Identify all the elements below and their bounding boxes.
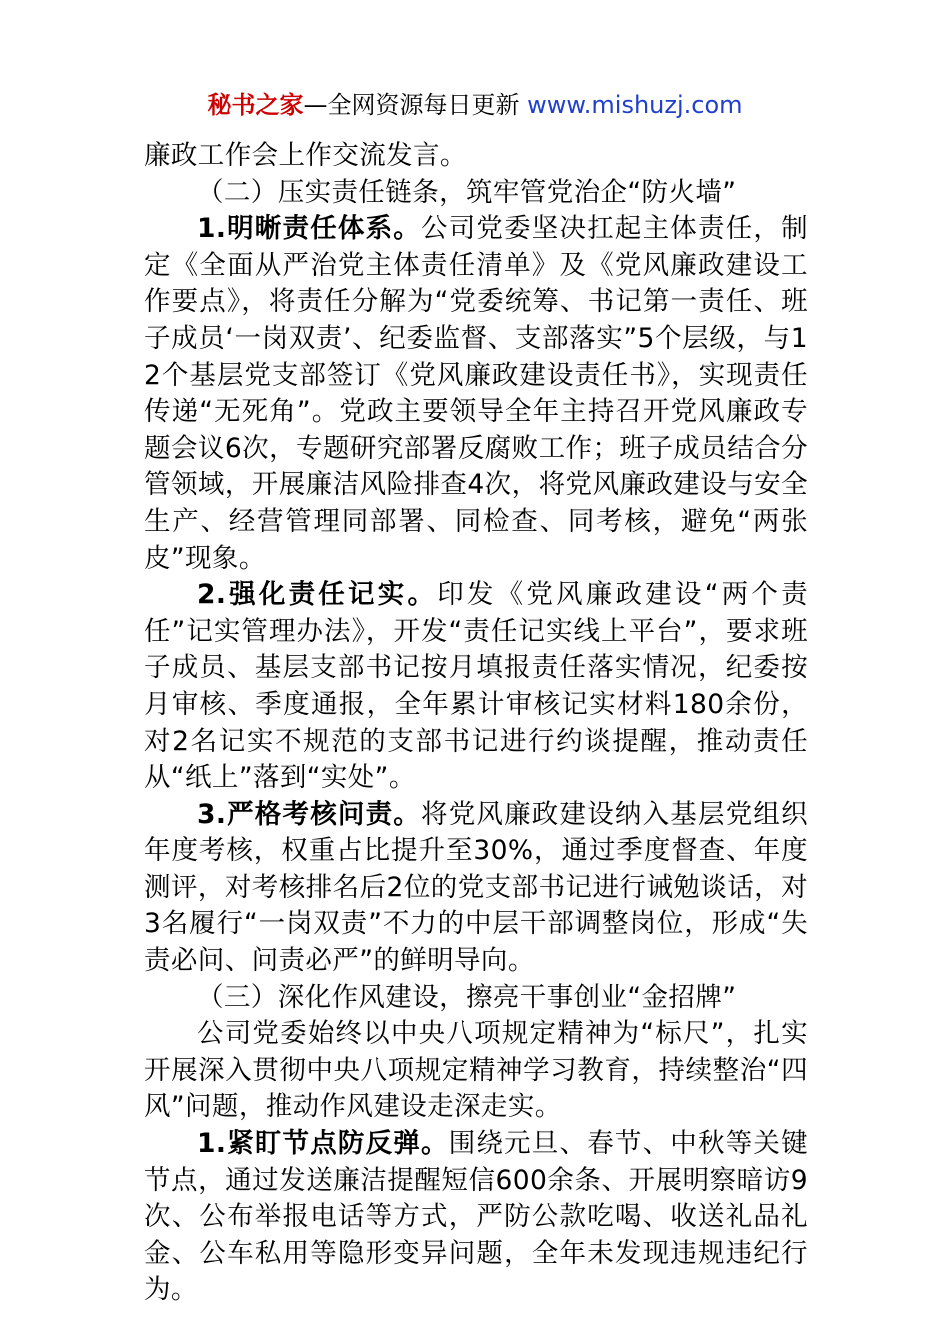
paragraph-3-text: 将党风廉政建设纳入基层党组织年度考核，权重占比提升至30%，通过季度督查、年度测评，对考核排名后2位的党支部书记进行诫勉谈话，对3名履行“一岗双责”不力的中层干部调整岗位，形成“失责必问、问责必严”的鲜明导向。 [144,798,808,977]
paragraph-5 [144,1126,808,1309]
paragraph-1 [144,211,808,577]
paragraph-1-text: 公司党委坚决扛起主体责任，制定《全面从严治党主体责任清单》及《党风廉政建设工作要点》，将责任分解为“党委统筹、书记第一责任、班子成员‘一岗双责’、纪委监督、支部落实”5个层级，与12个基层党支部签订《党风廉政建设责任书》，实现责任传递“无死角”。党政主要领导全年主持召开党风廉政专题会议6次，专题研究部署反腐败工作；班子成员结合分管领域，开展廉洁风险排查4次，将党风廉政建设与安全生产、经营管理同部署、同检查、同考核，避免“两张皮”现象。 [144,213,808,574]
paragraph-4: 公司党委始终以中央八项规定精神为“标尺”，扎实开展深入贯彻中央八项规定精神学习教育，持续整治“四风”问题，推动作风建设走深走实。 [144,1018,808,1123]
brand-name: 秘书之家 [207,91,304,119]
section-heading-3: （三）深化作风建设，擦亮干事创业“金招牌” [197,981,737,1013]
paragraph-5-lead: 1.紧盯节点防反弹。 [197,1128,449,1160]
header-tagline: —全网资源每日更新 [303,91,528,119]
paragraph-1-lead: 1.明晰责任体系。 [197,213,421,245]
paragraph-2-lead: 2.强化责任记实。 [197,579,438,611]
document-body [144,138,808,1309]
paragraph-continuation: 廉政工作会上作交流发言。 [144,140,467,171]
page-header [0,88,950,122]
paragraph-3-lead: 3.严格考核问责。 [197,798,421,830]
paragraph-2 [144,577,808,797]
paragraph-5-text: 围绕元旦、春节、中秋等关键节点，通过发送廉洁提醒短信600余条、开展明察暗访9次、公布举报电话等方式，严防公款吃喝、收送礼品礼金、公车私用等隐形变异问题，全年未发现违规违纪行为。 [144,1128,808,1306]
site-url-link[interactable]: www.mishuzj.com [527,91,743,119]
paragraph-3 [144,797,808,980]
section-heading-2: （二）压实责任链条，筑牢管党治企“防火墙” [197,176,737,208]
paragraph-2-text: 印发《党风廉政建设“两个责任”记实管理办法》，开发“责任记实线上平台”，要求班子成员、基层支部书记按月填报责任落实情况，纪委按月审核、季度通报，全年累计审核记实材料180余份，对2名记实不规范的支部书记进行约谈提醒，推动责任从“纸上”落到“实处”。 [144,579,808,794]
